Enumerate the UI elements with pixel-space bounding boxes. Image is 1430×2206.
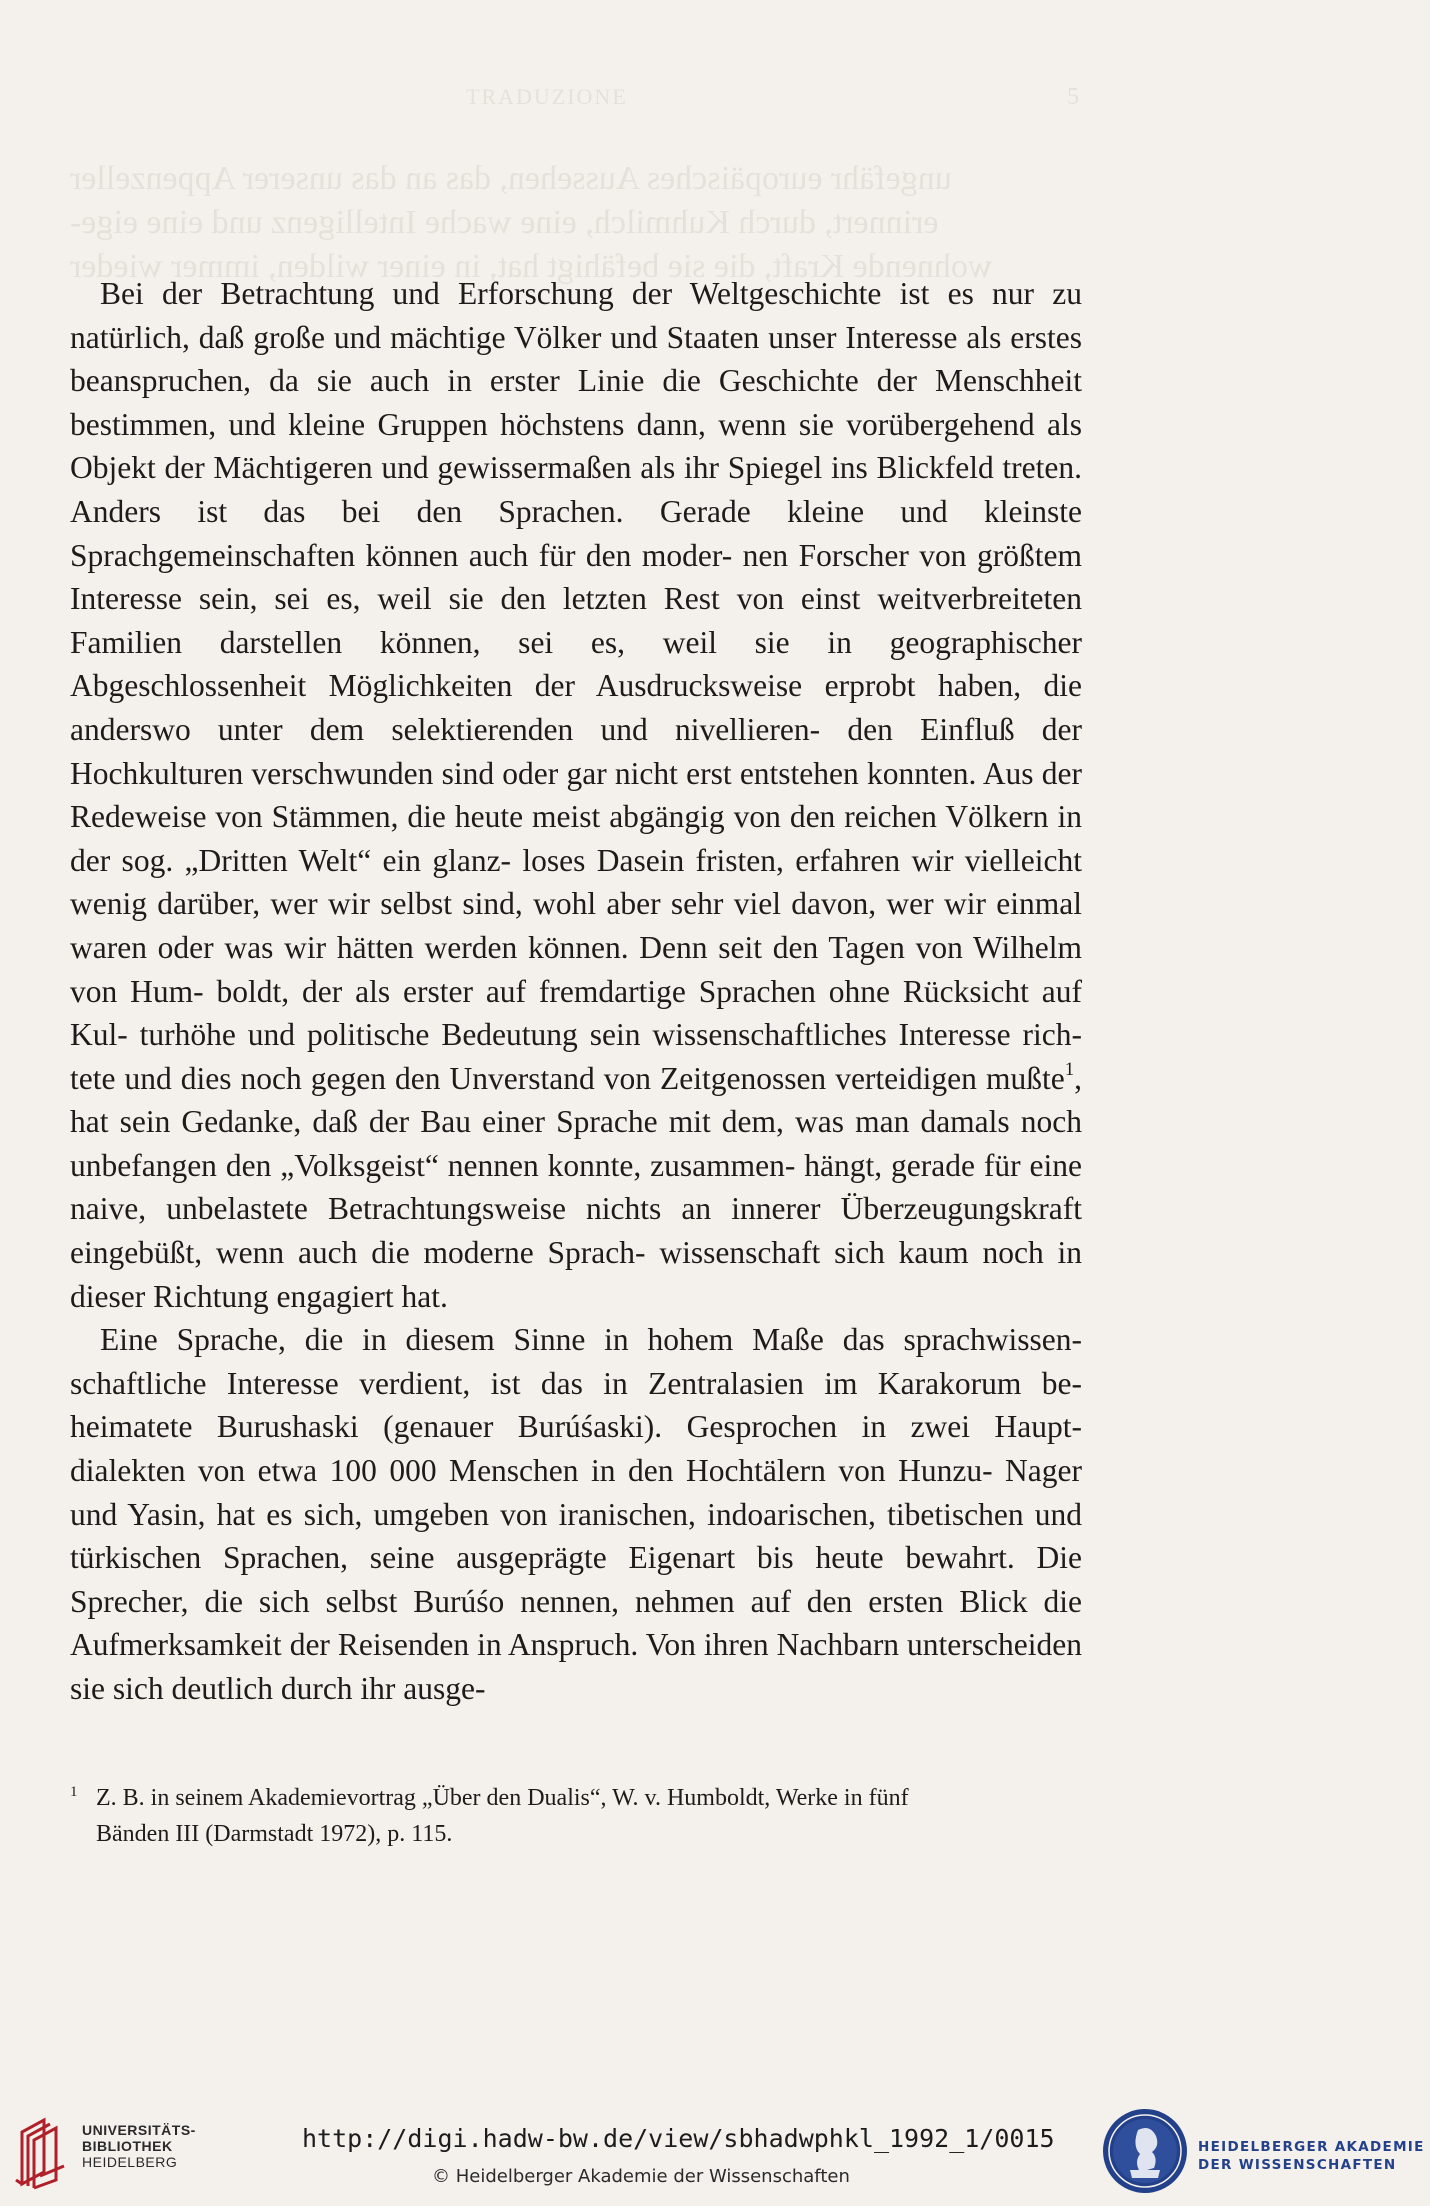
academy-name-line: DER WISSENSCHAFTEN (1198, 2157, 1397, 2173)
text-line: auf den ersten Blick die Aufmerksamkeit der Reisenden in Anspruch. (70, 1583, 1082, 1663)
text-line: Spiegel ins Blickfeld treten. Anders ist das bei den Sprachen. Gerade (70, 450, 1083, 529)
text-fragment: mußte (985, 1060, 1065, 1096)
text-line: Menschheit bestimmen, und kleine Gruppen höchstens dann, wenn sie (70, 363, 1082, 442)
academy-name (1198, 2138, 1425, 2174)
text-line: innerer Überzeugungskraft eingebüßt, wenn auch die moderne Sprach- (70, 1191, 1082, 1271)
text-line: tete und dies noch gegen den Unverstand von Zeitgenossen verteidigen (70, 1060, 977, 1096)
library-name-line: HEIDELBERG (82, 2154, 178, 2170)
text-line: abgängig von den reichen Völkern in der sog. „Dritten Welt“ ein glanz- (70, 799, 1082, 878)
text-line: sind, wohl aber sehr viel davon, wer wir einmal waren oder was wir (70, 886, 1083, 965)
text-line: tibetischen und türkischen Sprachen, seine ausgeprägte Eigenart bis (70, 1496, 1082, 1576)
text-line: erprobt haben, die anderswo unter dem selektierenden und nivellieren- (70, 668, 1082, 747)
body-text (70, 272, 1082, 1711)
academy-seal-icon (1100, 2106, 1190, 2196)
footnote-line: Bänden III (Darmstadt 1972), p. 115. (96, 1821, 453, 1847)
library-name-line: UNIVERSITÄTS- (82, 2122, 196, 2138)
text-line: entstehen konnten. Aus der Redeweise von Stämmen, die heute meist (70, 755, 1083, 835)
footnote-reference[interactable]: 1 (1064, 1058, 1075, 1080)
text-line: turhöhe und politische Bedeutung sein wissenschaftliches Interesse rich- (139, 1017, 1082, 1053)
footnote (70, 1780, 1082, 1852)
text-line: Nager und Yasin, hat es sich, umgeben von iranischen, indoarischen, (70, 1453, 1082, 1532)
copyright-notice: © Heidelberger Akademie der Wissenschaften (432, 2166, 850, 2187)
text-line: kleine und kleinste Sprachgemeinschaften können auch für den moder- (70, 493, 1082, 573)
text-line: Eine Sprache, die in diesem Sinne in hohem Maße das sprachwissen- (100, 1322, 1082, 1358)
bleed-through-line: erinnert, durch Kuhmilch, eine wache Intelligenz und eine eige- (70, 204, 939, 241)
text-line: natürlich, daß große und mächtige Völker und Staaten unser Interesse (70, 319, 958, 355)
footnote-row (70, 1780, 1082, 1852)
text-line: dialekten von etwa 100 000 Menschen in den Hochtälern von Hunzu- (70, 1453, 993, 1489)
text-line: hätten werden können. Denn seit den Tagen von Wilhelm von Hum- (70, 929, 1082, 1009)
text-line: geographischer Abgeschlossenheit Möglichkeiten der Ausdrucksweise (70, 624, 1083, 704)
university-library-logo-icon (14, 2114, 70, 2194)
library-name-line: BIBLIOTHEK (82, 2138, 173, 2154)
bleed-through-line: wohnende Kraft, die sie befähigt hat, in einer wilden, immer wieder (70, 248, 993, 285)
text-line: boldt, der als erster auf fremdartige Sprachen ohne Rücksicht auf Kul- (70, 973, 1082, 1053)
footnote-line: Z. B. in seinem Akademievortrag „Über den Dualis“, W. v. Humboldt, Werke in fünf (96, 1785, 909, 1811)
text-line: den Einfluß der Hochkulturen verschwunden sind oder gar nicht erst (70, 711, 1083, 791)
text-line: Von ihren Nachbarn unterscheiden sie sich deutlich durch ihr ausge- (70, 1627, 1082, 1706)
text-line: heimatete Burushaski (genauer Burúśaski). Gesprochen in zwei Haupt- (70, 1409, 1082, 1445)
text-line: nen Forscher von größtem Interesse sein, sei es, weil sie den letzten Rest (70, 537, 1082, 617)
footnote-body (96, 1780, 1082, 1852)
text-line: Bei der Betrachtung und Erforschung der Weltgeschichte ist es nur zu (100, 276, 1082, 311)
text-line: als erstes beanspruchen, da sie auch in erster Linie die Geschichte der (70, 319, 1083, 399)
paragraph-1 (70, 272, 1082, 1318)
text-line: loses Dasein fristen, erfahren wir vielleicht wenig darüber, wer wir selbst (70, 842, 1082, 922)
bleed-through-line: ungefähr europäisches Aussehen, das an das unserer Appenzeller (70, 160, 952, 197)
text-line: heute bewahrt. Die Sprecher, die sich selbst Burúśo nennen, nehmen (70, 1540, 1082, 1619)
paragraph-2 (70, 1318, 1082, 1710)
text-line: damals noch unbefangen den „Volksgeist“ nennen konnte, zusammen- (70, 1104, 1082, 1183)
text-line: hängt, gerade für eine naive, unbelastete Betrachtungsweise nichts an (70, 1147, 1082, 1227)
bleed-through-header: TRADUZIONE (466, 84, 628, 109)
bleed-through-page-number: 5 (1067, 84, 1079, 110)
text-line: von einst weitverbreiteten Familien darstellen können, sei es, weil sie in (70, 581, 1083, 660)
text-line: vorübergehend als Objekt der Mächtigeren und gewissermaßen als ihr (70, 406, 1082, 486)
academy-name-line: HEIDELBERGER AKADEMIE (1198, 2139, 1425, 2155)
university-library-name (82, 2122, 196, 2170)
text-fragment: , hat sein Gedanke, daß der Bau einer Sprache mit dem, was man (70, 1060, 1083, 1140)
permalink-url[interactable]: http://digi.hadw-bw.de/view/sbhadwphkl_1992_1/0015 (302, 2124, 1055, 2153)
footnote-mark: 1 (70, 1784, 78, 1800)
text-line: schaftliche Interesse verdient, ist das in Zentralasien im Karakorum be- (70, 1365, 1082, 1401)
digitization-footer (0, 2096, 1430, 2206)
text-line: wissenschaft sich kaum noch in dieser Richtung engagiert hat. (70, 1235, 1083, 1314)
